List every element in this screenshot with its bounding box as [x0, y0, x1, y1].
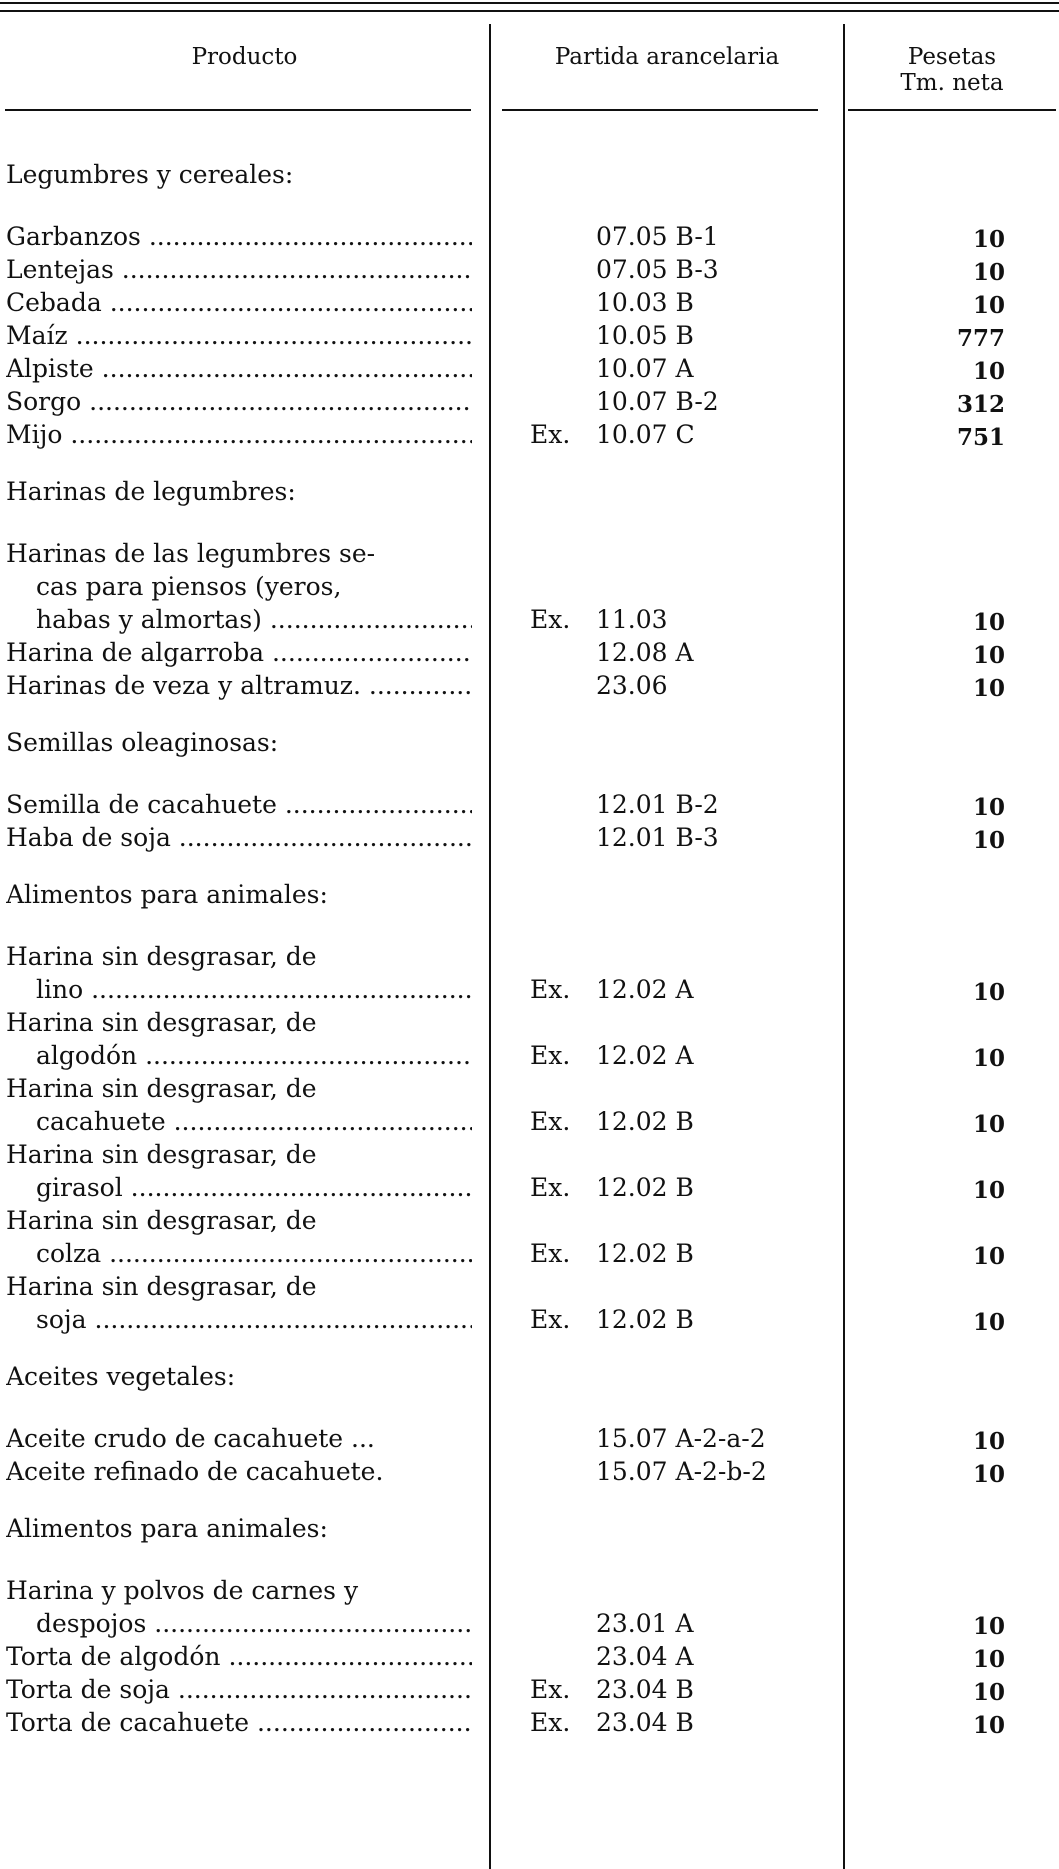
table-row: [0, 1706, 1059, 1739]
section-title: Aceites vegetales:: [6, 1362, 236, 1391]
tariff-code: [530, 1039, 830, 1072]
product-name-line: [6, 1138, 472, 1171]
product-name-text: Harinas de veza y altramuz. .....: [6, 671, 472, 700]
product-name-line: [6, 1072, 472, 1105]
product-name-text: Mijo .....: [6, 420, 472, 449]
tariff-number: 15.07 A-2-b-2: [596, 1457, 767, 1486]
product-name-line: [6, 603, 472, 636]
tariff-code: [530, 319, 830, 352]
product-name-line: [6, 385, 472, 418]
tariff-prefix: Ex.: [530, 1305, 571, 1334]
product-name: [6, 636, 472, 669]
tariff-prefix: Ex.: [530, 1173, 571, 1202]
section-heading: [0, 720, 1059, 788]
tariff-number: 10.03 B: [596, 288, 694, 317]
tariff-number: 12.01 B-2: [596, 790, 719, 819]
product-name: [6, 286, 472, 319]
price-value: 10: [972, 292, 1005, 319]
section-heading: [0, 469, 1059, 537]
product-name-line: [6, 636, 472, 669]
product-name: [6, 418, 472, 451]
price-value: 751: [956, 424, 1005, 451]
tariff-number: 12.02 A: [596, 975, 694, 1004]
tariff-number: 10.07 A: [596, 354, 694, 383]
price-value: 10: [972, 1309, 1005, 1336]
product-name-line: [6, 220, 472, 253]
top-rule: [0, 2, 1059, 4]
product-name-text: Harinas de las legumbres se-: [6, 539, 376, 568]
tariff-number: 12.02 B: [596, 1173, 694, 1202]
tariff-prefix: Ex.: [530, 1041, 571, 1070]
product-name-line: [6, 1422, 472, 1455]
section-spacer: [0, 1336, 1059, 1354]
product-name-line: [6, 1673, 472, 1706]
header-price: [845, 44, 1059, 96]
table-row: [0, 319, 1059, 352]
product-name-line: [6, 1640, 472, 1673]
product-name: [6, 1422, 472, 1455]
tariff-number: 11.03: [596, 605, 668, 634]
section-spacer: [0, 854, 1059, 872]
product-name-text: cas para piensos (yeros,: [36, 572, 342, 601]
tariff-number: 23.04 A: [596, 1642, 694, 1671]
section-title: Legumbres y cereales:: [6, 160, 294, 189]
product-name: [6, 1138, 472, 1204]
section-heading: [0, 872, 1059, 940]
price-value: 10: [972, 609, 1005, 636]
product-name-line: [6, 1706, 472, 1739]
header-price-line2: Tm. neta: [900, 70, 1004, 96]
product-name-text: Harina sin desgrasar, de: [6, 1008, 317, 1037]
product-name-text: Harina sin desgrasar, de: [6, 1206, 317, 1235]
product-name-text: girasol .....: [36, 1173, 472, 1202]
table-row: [0, 286, 1059, 319]
product-name-text: Harina y polvos de carnes y: [6, 1576, 359, 1605]
header-product: Producto: [191, 44, 298, 70]
price-value: 10: [972, 642, 1005, 669]
price-value: 10: [972, 794, 1005, 821]
product-name-line: [6, 1574, 472, 1607]
product-name-line: [6, 1607, 472, 1640]
product-name-line: [6, 352, 472, 385]
tariff-number: 10.07 B-2: [596, 387, 719, 416]
product-name-text: cacahuete .....: [36, 1107, 472, 1136]
price-value: 10: [972, 979, 1005, 1006]
table-row: [0, 253, 1059, 286]
product-name: [6, 385, 472, 418]
price-value: 10: [972, 1428, 1005, 1455]
product-name-text: algodón .....: [36, 1041, 472, 1070]
table-row: [0, 669, 1059, 702]
product-name-text: Harina sin desgrasar, de: [6, 1272, 317, 1301]
product-name-text: Harina sin desgrasar, de: [6, 1140, 317, 1169]
product-name-line: [6, 319, 472, 352]
product-name-line: [6, 1105, 472, 1138]
product-name-text: colza .....: [36, 1239, 472, 1268]
price-value: 10: [972, 226, 1005, 253]
product-name: [6, 1270, 472, 1336]
tariff-prefix: Ex.: [530, 420, 571, 449]
tariff-prefix: Ex.: [530, 975, 571, 1004]
product-name-text: Sorgo .....: [6, 387, 472, 416]
product-name-text: Semilla de cacahuete .....: [6, 790, 472, 819]
tariff-prefix: Ex.: [530, 1107, 571, 1136]
tariff-number: 12.01 B-3: [596, 823, 719, 852]
table-row: [0, 1138, 1059, 1204]
tariff-code: [530, 1303, 830, 1336]
product-name-text: Harina de algarroba .....: [6, 638, 472, 667]
tariff-number: 23.04 B: [596, 1675, 694, 1704]
table-row: [0, 636, 1059, 669]
product-name: [6, 319, 472, 352]
price-value: 10: [972, 1679, 1005, 1706]
product-name-line: [6, 940, 472, 973]
product-name-line: [6, 253, 472, 286]
section-title: Alimentos para animales:: [6, 1514, 328, 1543]
tariff-code: [530, 669, 830, 702]
tariff-code: [530, 286, 830, 319]
product-name-text: soja .....: [36, 1305, 472, 1334]
tariff-number: 23.04 B: [596, 1708, 694, 1737]
table-row: [0, 537, 1059, 636]
tariff-number: 12.02 A: [596, 1041, 694, 1070]
tariff-code: [530, 1673, 830, 1706]
tariff-number: 15.07 A-2-a-2: [596, 1424, 766, 1453]
product-name: [6, 1673, 472, 1706]
tariff-code: [530, 821, 830, 854]
product-name-line: [6, 1006, 472, 1039]
tariff-number: 07.05 B-3: [596, 255, 719, 284]
tariff-code: [530, 603, 830, 636]
price-value: 10: [972, 1712, 1005, 1739]
tariff-code: [530, 1171, 830, 1204]
product-name-line: [6, 1303, 472, 1336]
table-row: [0, 1455, 1059, 1488]
product-name-line: [6, 669, 472, 702]
product-name-text: despojos .....: [36, 1609, 472, 1638]
product-name-text: Aceite refinado de cacahuete.: [6, 1457, 384, 1486]
section-spacer: [0, 451, 1059, 469]
tariff-prefix: Ex.: [530, 1675, 571, 1704]
section-heading: [0, 1354, 1059, 1422]
tariff-number: 10.05 B: [596, 321, 694, 350]
product-name: [6, 253, 472, 286]
tariff-code: [530, 788, 830, 821]
tariff-code: [530, 385, 830, 418]
tariff-number: 07.05 B-1: [596, 222, 719, 251]
section-title: Harinas de legumbres:: [6, 477, 296, 506]
product-name: [6, 1072, 472, 1138]
table-row: [0, 1204, 1059, 1270]
price-value: 10: [972, 259, 1005, 286]
table-row: [0, 1072, 1059, 1138]
product-name-text: Harina sin desgrasar, de: [6, 942, 317, 971]
product-name-line: [6, 1237, 472, 1270]
product-name-line: [6, 1455, 472, 1488]
tariff-prefix: Ex.: [530, 1239, 571, 1268]
tariff-code: [530, 1607, 830, 1640]
product-name-text: Torta de algodón .....: [6, 1642, 472, 1671]
tariff-code: [530, 1105, 830, 1138]
product-name: [6, 940, 472, 1006]
table-row: [0, 220, 1059, 253]
product-name-line: [6, 788, 472, 821]
product-name-text: Garbanzos .....: [6, 222, 472, 251]
header-tariff: Partida arancelaria: [554, 44, 780, 70]
price-value: 10: [972, 1461, 1005, 1488]
table-row: [0, 788, 1059, 821]
price-value: 10: [972, 827, 1005, 854]
table-row: [0, 352, 1059, 385]
product-name-text: Cebada .....: [6, 288, 472, 317]
table-row: [0, 1673, 1059, 1706]
tariff-code: [530, 352, 830, 385]
price-value: 10: [972, 1111, 1005, 1138]
table-row: [0, 1270, 1059, 1336]
tariff-code: [530, 253, 830, 286]
product-name: [6, 788, 472, 821]
product-name-line: [6, 1270, 472, 1303]
header-underline: [5, 109, 471, 111]
table-row: [0, 1006, 1059, 1072]
section-heading: [0, 1506, 1059, 1574]
product-name-text: Lentejas .....: [6, 255, 472, 284]
price-value: 312: [956, 391, 1005, 418]
section-spacer: [0, 1488, 1059, 1506]
product-name: [6, 1455, 472, 1488]
product-name: [6, 220, 472, 253]
section-heading: [0, 152, 1059, 220]
product-name-text: habas y almortas) .....: [36, 605, 472, 634]
tariff-prefix: Ex.: [530, 605, 571, 634]
tariff-number: 10.07 C: [596, 420, 695, 449]
header-price-line1: Pesetas: [907, 44, 997, 70]
price-value: 10: [972, 1177, 1005, 1204]
price-value: 10: [972, 675, 1005, 702]
tariff-number: 12.02 B: [596, 1239, 694, 1268]
product-name-line: [6, 570, 472, 603]
product-name-text: Harina sin desgrasar, de: [6, 1074, 317, 1103]
product-name: [6, 352, 472, 385]
top-rule-second: [0, 10, 1059, 12]
header-underline: [848, 109, 1056, 111]
price-value: 10: [972, 1646, 1005, 1673]
product-name: [6, 1640, 472, 1673]
product-name-line: [6, 418, 472, 451]
tariff-number: 23.01 A: [596, 1609, 694, 1638]
product-name-line: [6, 1204, 472, 1237]
product-name: [6, 821, 472, 854]
product-name-line: [6, 286, 472, 319]
product-name: [6, 1574, 472, 1640]
tariff-number: 12.02 B: [596, 1107, 694, 1136]
tariff-code: [530, 220, 830, 253]
table-row: [0, 1574, 1059, 1640]
tariff-number: 12.08 A: [596, 638, 694, 667]
product-name: [6, 669, 472, 702]
tariff-code: [530, 418, 830, 451]
tariff-number: 12.02 B: [596, 1305, 694, 1334]
tariff-code: [530, 636, 830, 669]
product-name: [6, 1706, 472, 1739]
table-row: [0, 385, 1059, 418]
product-name-line: [6, 973, 472, 1006]
product-name: [6, 537, 472, 636]
product-name-line: [6, 537, 472, 570]
price-value: 10: [972, 1045, 1005, 1072]
tariff-code: [530, 1237, 830, 1270]
tariff-code: [530, 973, 830, 1006]
product-name-line: [6, 821, 472, 854]
table-row: [0, 821, 1059, 854]
tariff-code: [530, 1422, 830, 1455]
section-title: Semillas oleaginosas:: [6, 728, 279, 757]
tariff-prefix: Ex.: [530, 1708, 571, 1737]
tariff-code: [530, 1640, 830, 1673]
product-name-text: lino .....: [36, 975, 472, 1004]
tariff-code: [530, 1706, 830, 1739]
product-name: [6, 1204, 472, 1270]
tariff-table-body: [0, 152, 1059, 1739]
product-name-text: Aceite crudo de cacahuete ...: [6, 1424, 375, 1453]
product-name: [6, 1006, 472, 1072]
price-value: 10: [972, 358, 1005, 385]
table-row: [0, 418, 1059, 451]
table-row: [0, 940, 1059, 1006]
price-value: 10: [972, 1613, 1005, 1640]
product-name-text: Torta de soja .....: [6, 1675, 472, 1704]
section-spacer: [0, 702, 1059, 720]
section-title: Alimentos para animales:: [6, 880, 328, 909]
price-value: 777: [956, 325, 1005, 352]
product-name-line: [6, 1039, 472, 1072]
product-name-text: Alpiste .....: [6, 354, 472, 383]
header-underline: [502, 109, 818, 111]
tariff-code: [530, 1455, 830, 1488]
price-value: 10: [972, 1243, 1005, 1270]
product-name-text: Haba de soja .....: [6, 823, 472, 852]
table-row: [0, 1640, 1059, 1673]
table-row: [0, 1422, 1059, 1455]
product-name-text: Torta de cacahuete .....: [6, 1708, 472, 1737]
product-name-line: [6, 1171, 472, 1204]
product-name-text: Maíz .....: [6, 321, 472, 350]
tariff-number: 23.06: [596, 671, 668, 700]
